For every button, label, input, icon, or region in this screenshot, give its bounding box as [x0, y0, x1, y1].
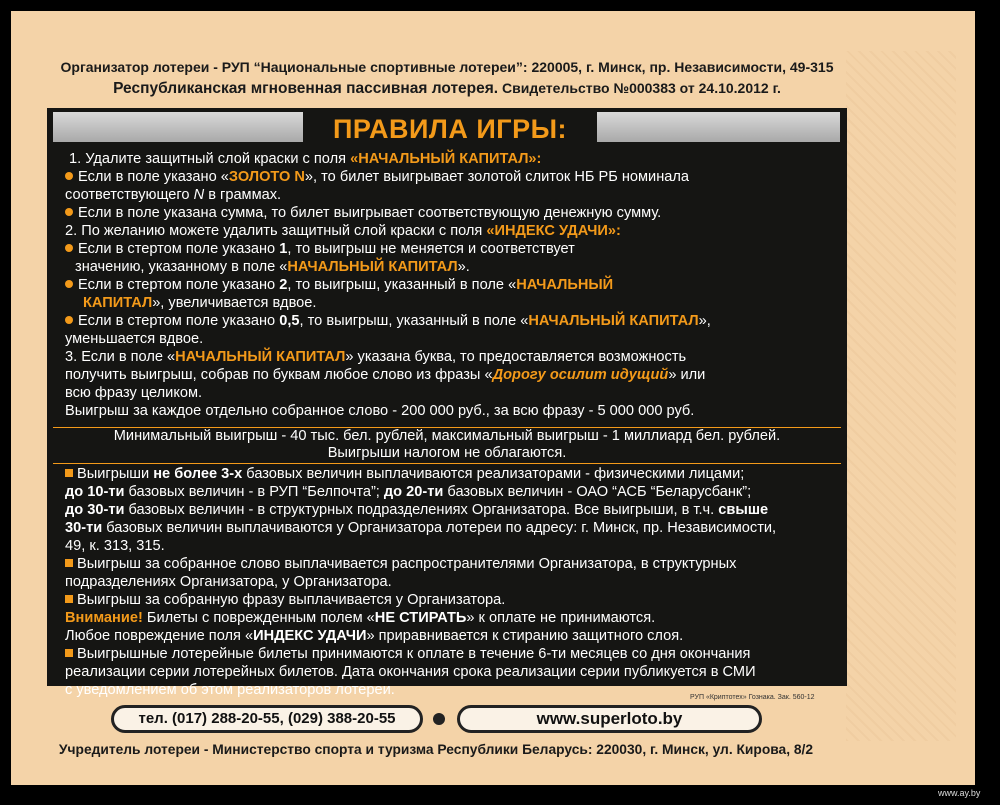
payout-line: подразделениях Организатора, у Организатора. [65, 574, 392, 590]
watermark: www.ay.by [938, 788, 981, 798]
lottery-type-line [47, 80, 847, 98]
bullet-icon [65, 244, 73, 252]
payout-line: до 30-ти базовых величин - в структурных подразделениях Организатора. Все выигрыши, в т.ч. свыше [65, 502, 769, 518]
bullet-icon [65, 280, 73, 288]
bullet-icon [65, 172, 73, 180]
separator-dot [433, 713, 445, 725]
payout-line: до 10-ти базовых величин - в РУП “Белпочта”; до 20-ти базовых величин - ОАО “АСБ “Беларусбанк”; [65, 484, 752, 500]
rule-line: Выигрыш за каждое отдельно собранное слово - 200 000 руб., за всю фразу - 5 000 000 руб. [65, 403, 695, 419]
rule-line: КАПИТАЛ», увеличивается вдвое. [83, 295, 317, 311]
payout-line: Выигрышные лотерейные билеты принимаются к оплате в течение 6-ти месяцев со дня окончания [65, 645, 750, 663]
rule-line: Если в стертом поле указано 1, то выигрыш не меняется и соответствует [65, 240, 575, 258]
rule-line: значению, указанному в поле «НАЧАЛЬНЫЙ КАПИТАЛ». [75, 259, 470, 275]
prize-band [53, 427, 841, 464]
bullet-icon [65, 316, 73, 324]
rule-line: 1. Удалите защитный слой краски с поля «НАЧАЛЬНЫЙ КАПИТАЛ»: [69, 151, 542, 167]
rule-line: 3. Если в поле «НАЧАЛЬНЫЙ КАПИТАЛ» указана буква, то предоставляется возможность [65, 349, 687, 365]
payout-line: с уведомлением об этом реализаторов лотереи. [65, 682, 395, 698]
bullet-icon [65, 208, 73, 216]
organizer-line: Организатор лотереи - РУП “Национальные спортивные лотереи”: 220005, г. Минск, пр. Независимости, 49-315 [60, 59, 834, 75]
phone-pill: тел. (017) 288-20-55, (029) 388-20-55 [111, 705, 423, 733]
scratch-strip-left [53, 112, 303, 142]
scratch-strip-right [597, 112, 840, 142]
square-bullet-icon [65, 649, 73, 657]
square-bullet-icon [65, 559, 73, 567]
payout-line: реализации серии лотерейных билетов. Дата окончания срока реализации серии публикуется в СМИ [65, 664, 756, 680]
payout-line: Любое повреждение поля «ИНДЕКС УДАЧИ» приравнивается к стиранию защитного слоя. [65, 628, 684, 644]
rule-line: соответствующего N в граммах. [65, 187, 282, 203]
payout-line: Выигрыш за собранную фразу выплачивается у Организатора. [65, 591, 505, 609]
rule-line: получить выигрыш, собрав по буквам любое слово из фразы «Дорогу осилит идущий» или [65, 367, 706, 383]
rule-line: 2. По желанию можете удалить защитный слой краски с поля «ИНДЕКС УДАЧИ»: [65, 223, 621, 239]
square-bullet-icon [65, 469, 73, 477]
lottery-type: Республиканская мгновенная пассивная лотерея. [113, 80, 499, 97]
rule-line: Если в стертом поле указано 2, то выигрыш, указанный в поле «НАЧАЛЬНЫЙ [65, 276, 613, 294]
rule-line: всю фразу целиком. [65, 385, 203, 401]
rule-line: уменьшается вдвое. [65, 331, 204, 347]
payout-line: Внимание! Билеты с поврежденным полем «НЕ СТИРАТЬ» к оплате не принимаются. [65, 610, 656, 626]
payout-line: 30-ти базовых величин выплачиваются у Организатора лотереи по адресу: г. Минск, пр. Независимости, [65, 520, 777, 536]
square-bullet-icon [65, 595, 73, 603]
rule-line: Если в поле указана сумма, то билет выигрывает соответствующую денежную сумму. [65, 204, 661, 222]
rule-line: Если в поле указано «ЗОЛОТО N», то билет выигрывает золотой слиток НБ РБ номинала [65, 168, 689, 186]
rule-line: Если в стертом поле указано 0,5, то выигрыш, указанный в поле «НАЧАЛЬНЫЙ КАПИТАЛ», [65, 312, 711, 330]
tax-note: Выигрыши налогом не облагаются. [327, 445, 567, 461]
payout-line: Выигрыш за собранное слово выплачивается распространителями Организатора, в структурных [65, 555, 736, 573]
founder-line: Учредитель лотереи - Министерство спорта и туризма Республики Беларусь: 220030, г. Минск, ул. Кирова, 8/2 [58, 742, 814, 757]
payout-line: Выигрыши не более 3-х базовых величин выплачиваются реализаторами - физическими лицами; [65, 465, 744, 483]
rules-title: ПРАВИЛА ИГРЫ: [332, 114, 568, 144]
printer-note: РУП «Криптотех» Гознака. Зак. 560-12 [690, 694, 815, 701]
payout-line: 49, к. 313, 315. [65, 538, 165, 554]
website-pill[interactable]: www.superloto.by [457, 705, 762, 733]
prize-range: Минимальный выигрыш - 40 тыс. бел. рублей, максимальный выигрыш - 1 миллиард бел. рублей. [113, 428, 781, 444]
certificate: Свидетельство №000383 от 24.10.2012 г. [502, 80, 781, 96]
